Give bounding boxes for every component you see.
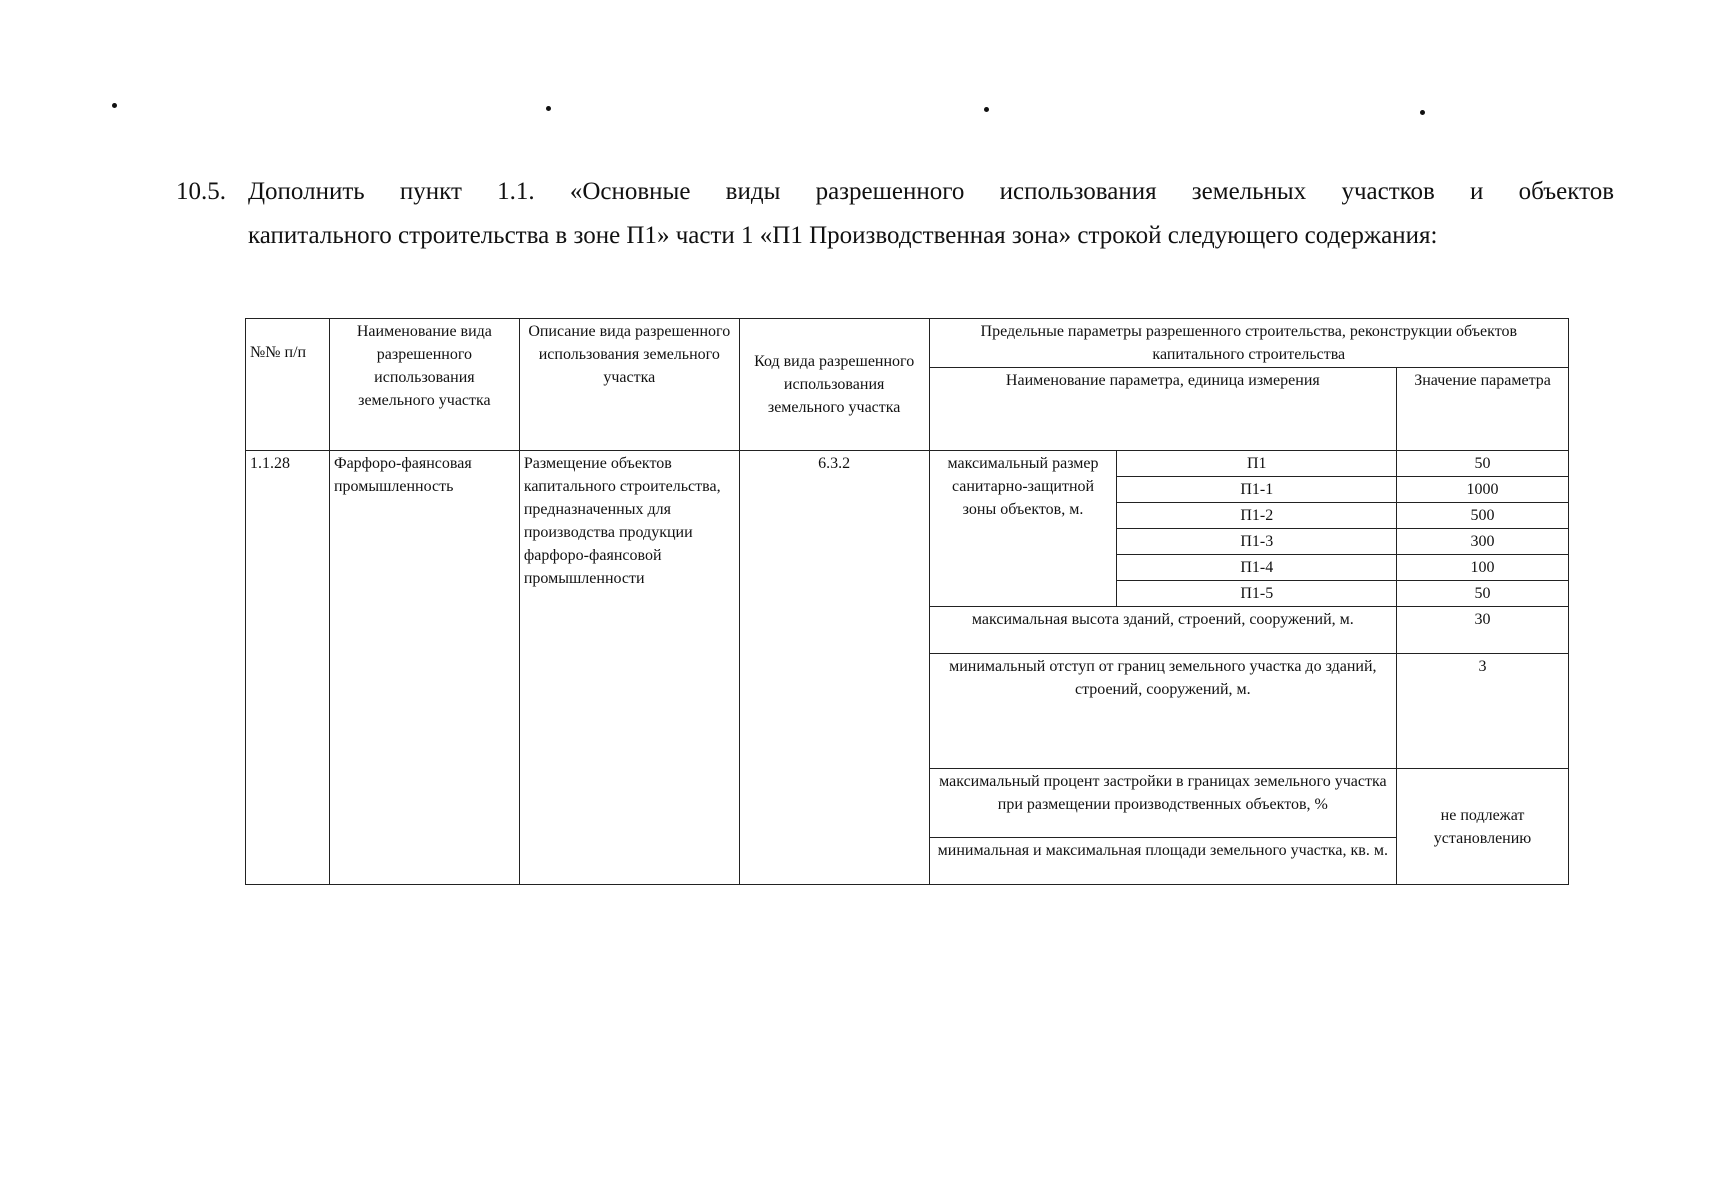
not-set-value: не подлежат установлению	[1397, 769, 1569, 885]
header-name: Наименование вида разрешенного использования земельного участка	[329, 319, 519, 451]
amendment-paragraph	[176, 170, 1614, 258]
regulation-table	[245, 318, 1569, 885]
setback-label: минимальный отступ от границ земельного участка до зданий, строений, сооружений, м.	[929, 654, 1397, 769]
zone-name: П1-3	[1117, 529, 1397, 555]
row-num: 1.1.28	[246, 451, 330, 885]
zone-name: П1-2	[1117, 503, 1397, 529]
paragraph-number: 10.5.	[176, 178, 226, 205]
zone-value: 300	[1397, 529, 1569, 555]
zone-name: П1-5	[1117, 581, 1397, 607]
zone-value: 1000	[1397, 477, 1569, 503]
row-name: Фарфоро-фаянсовая промышленность	[329, 451, 519, 885]
height-label: максимальная высота зданий, строений, сооружений, м.	[929, 607, 1397, 654]
scan-mark	[546, 106, 551, 111]
coverage-label: максимальный процент застройки в границах земельного участка при размещении производственных объектов, %	[929, 769, 1397, 838]
height-value: 30	[1397, 607, 1569, 654]
header-param-value: Значение параметра	[1397, 368, 1569, 451]
zone-value: 500	[1397, 503, 1569, 529]
header-num: №№ п/п	[246, 319, 330, 451]
scan-mark	[984, 107, 989, 112]
zone-value: 100	[1397, 555, 1569, 581]
paragraph-line-1: Дополнить пункт 1.1. «Основные виды разрешенного использования земельных участков и объектов	[248, 178, 1614, 205]
paragraph-line-2: капитального строительства в зоне П1» части 1 «П1 Производственная зона» строкой следующего содержания:	[248, 222, 1438, 249]
zone-value: 50	[1397, 451, 1569, 477]
header-code: Код вида разрешенного использования земельного участка	[739, 319, 929, 451]
scan-mark	[1420, 110, 1425, 115]
scan-mark	[112, 103, 117, 108]
header-description: Описание вида разрешенного использования земельного участка	[519, 319, 739, 451]
zone-name: П1	[1117, 451, 1397, 477]
row-code: 6.3.2	[739, 451, 929, 885]
row-description: Размещение объектов капитального строительства, предназначенных для производства продукции фарфоро-фаянсовой промышленности	[519, 451, 739, 885]
zone-name: П1-1	[1117, 477, 1397, 503]
zone-value: 50	[1397, 581, 1569, 607]
sanitary-zone-label: максимальный размер санитарно-защитной зоны объектов, м.	[929, 451, 1117, 607]
area-label: минимальная и максимальная площади земельного участка, кв. м.	[929, 838, 1397, 885]
zone-name: П1-4	[1117, 555, 1397, 581]
header-param-name: Наименование параметра, единица измерения	[929, 368, 1397, 451]
setback-value: 3	[1397, 654, 1569, 769]
header-limits: Предельные параметры разрешенного строительства, реконструкции объектов капитального строительства	[929, 319, 1568, 368]
